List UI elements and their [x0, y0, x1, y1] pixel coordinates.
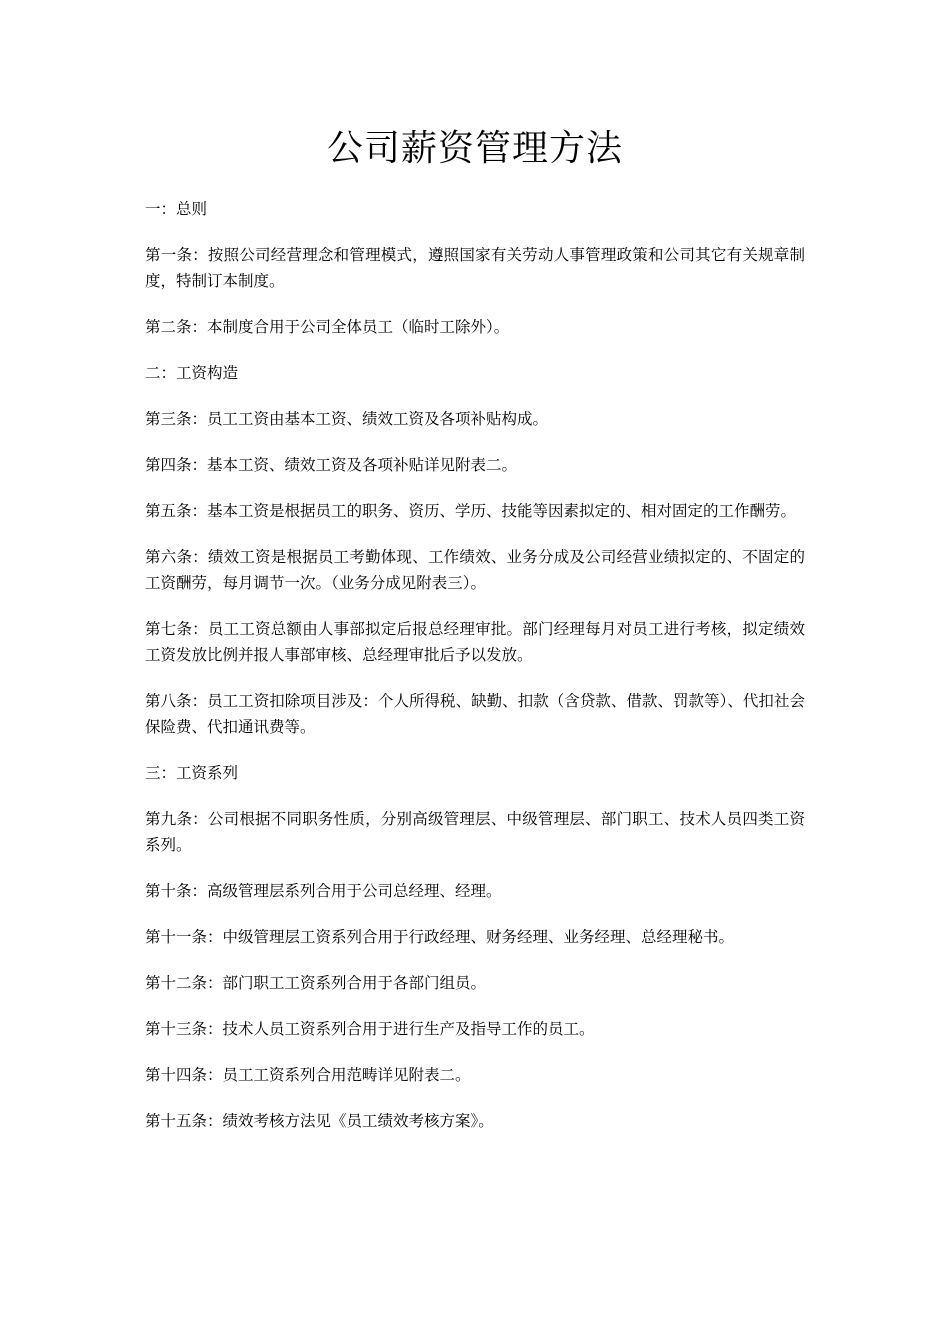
article-12: 第十二条：部门职工工资系列合用于各部门组员。: [145, 974, 487, 992]
article-1: 第一条：按照公司经营理念和管理模式，遵照国家有关劳动人事管理政策和公司其它有关规章制度，特制订本制度。: [145, 246, 805, 290]
article-14: 第十四条：员工工资系列合用范畴详见附表二。: [145, 1066, 471, 1084]
article-15: 第十五条：绩效考核方法见《员工绩效考核方案》。: [145, 1112, 494, 1130]
article-8: 第八条：员工工资扣除项目涉及：个人所得税、缺勤、扣款（含贷款、借款、罚款等）、代扣社会保险费、代扣通讯费等。: [145, 692, 805, 736]
section-heading-salary-structure: 二：工资构造: [145, 364, 239, 382]
article-9: 第九条：公司根据不同职务性质，分别高级管理层、中级管理层、部门职工、技术人员四类工资系列。: [145, 810, 805, 854]
article-6: 第六条：绩效工资是根据员工考勤体现、工作绩效、业务分成及公司经营业绩拟定的、不固定的工资酬劳，每月调节一次。（业务分成见附表三）。: [145, 548, 805, 592]
article-13: 第十三条：技术人员工资系列合用于进行生产及指导工作的员工。: [145, 1020, 595, 1038]
article-10: 第十条：高级管理层系列合用于公司总经理、经理。: [145, 882, 502, 900]
article-11: 第十一条：中级管理层工资系列合用于行政经理、财务经理、业务经理、总经理秘书。: [145, 928, 735, 946]
article-3: 第三条：员工工资由基本工资、绩效工资及各项补贴构成。: [145, 410, 549, 428]
section-heading-general: 一：总则: [145, 200, 208, 218]
document-title: 公司薪资管理方法: [326, 128, 623, 169]
article-7: 第七条：员工工资总额由人事部拟定后报总经理审批。部门经理每月对员工进行考核，拟定绩效工资发放比例并报人事部审核、总经理审批后予以发放。: [145, 620, 805, 664]
article-2: 第二条：本制度合用于公司全体员工（临时工除外）。: [145, 318, 510, 336]
section-heading-salary-series: 三：工资系列: [145, 764, 239, 782]
document-body: [145, 196, 805, 1154]
article-4: 第四条：基本工资、绩效工资及各项补贴详见附表二。: [145, 456, 518, 474]
article-5: 第五条：基本工资是根据员工的职务、资历、学历、技能等因素拟定的、相对固定的工作酬劳。: [145, 502, 797, 520]
